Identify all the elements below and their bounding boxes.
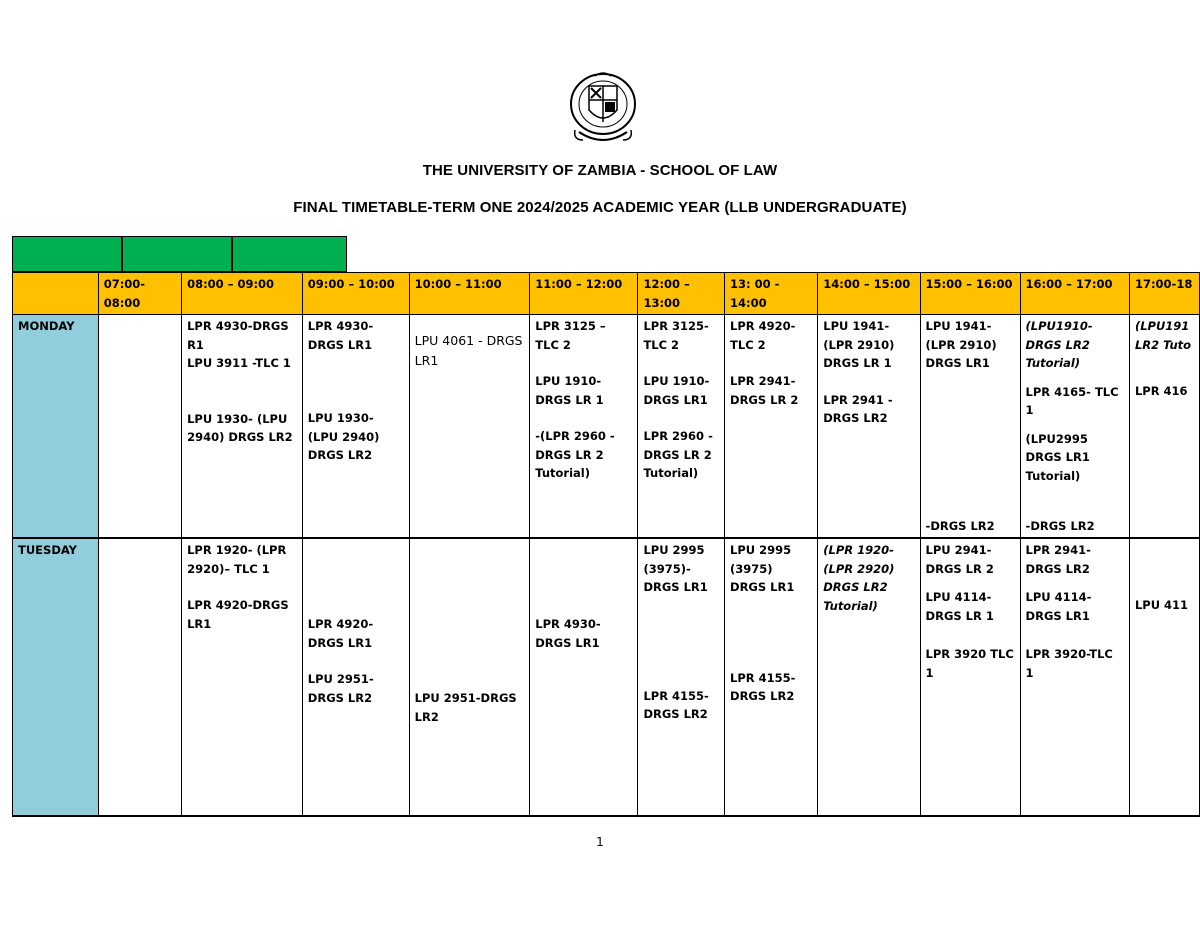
time-slot-0700: 07:00- 08:00: [98, 273, 181, 315]
time-slot-1700: 17:00-18: [1129, 273, 1199, 315]
class-entry: -DRGS LR2: [925, 518, 995, 533]
tuesday-1200: [638, 538, 725, 816]
tuesday-1600: [1020, 538, 1129, 816]
time-slot-1500: 15:00 – 16:00: [920, 273, 1020, 315]
class-entry: LPU 1930- (LPU 2940) DRGS LR2: [187, 411, 293, 444]
class-entry: (LPR 1920-(LPR 2920) DRGS LR2 Tutorial): [823, 543, 895, 613]
class-entry: LR2 Tuto: [1134, 337, 1192, 352]
monday-1400: [818, 315, 920, 539]
monday-1500: [920, 315, 1020, 539]
class-entry: (LPU1910-DRGS LR2 Tutorial): [1025, 319, 1093, 370]
class-entry: LPR 4930-DRGS LR1: [307, 319, 374, 352]
class-entry: (LPU2995 DRGS LR1 Tutorial): [1025, 431, 1090, 483]
class-entry: LPU 4114-DRGS LR1: [1025, 590, 1092, 623]
time-slot-0900: 09:00 – 10:00: [302, 273, 409, 315]
monday-1700: [1129, 315, 1199, 539]
class-entry: LPU 1910-DRGS LR1: [643, 374, 710, 407]
time-slot-1600: 16:00 – 17:00: [1020, 273, 1129, 315]
class-entry: -DRGS LR2: [1025, 518, 1095, 533]
monday-row: [13, 315, 1200, 539]
timetable-subtitle: FINAL TIMETABLE-TERM ONE 2024/2025 ACADEMIC YEAR (LLB UNDERGRADUATE): [293, 199, 907, 216]
tuesday-1300: [725, 538, 818, 816]
class-entry: LPR 3920 TLC 1: [925, 647, 1014, 680]
monday-1200: [638, 315, 725, 539]
class-entry: LPR 4165- TLC 1: [1025, 384, 1119, 417]
institution-title: THE UNIVERSITY OF ZAMBIA - SCHOOL OF LAW: [422, 162, 778, 179]
class-entry: LPU 3911 -TLC 1: [187, 356, 291, 370]
monday-0900: [302, 315, 409, 539]
time-slot-1100: 11:00 – 12:00: [530, 273, 638, 315]
timetable-grid: [12, 272, 1200, 817]
tuesday-1000: [409, 538, 530, 816]
university-crest-icon: [565, 70, 641, 154]
monday-1000: [409, 315, 530, 539]
day-label-monday: MONDAY: [13, 315, 99, 539]
class-entry: LPU 2951-DRGS LR2: [307, 672, 374, 705]
time-slot-1000: 10:00 – 11:00: [409, 273, 530, 315]
page-number: 1: [596, 835, 604, 849]
monday-0800: [182, 315, 303, 539]
class-entry: LPU 2995 (3975)-DRGS LR1: [643, 543, 708, 594]
class-entry: LPR 4920-TLC 2: [730, 319, 796, 352]
class-entry: LPR 4920-DRGS LR1: [187, 598, 289, 631]
class-entry: LPR 4930-DRGS LR1: [535, 617, 601, 650]
time-slot-1200: 12:00 – 13:00: [638, 273, 725, 315]
class-entry: LPU 2951-DRGS LR2: [414, 691, 517, 724]
class-entry: LPR 2941-DRGS LR 2: [730, 374, 799, 407]
green-header-strip: [12, 236, 347, 272]
class-entry: LPU 2995 (3975) DRGS LR1: [730, 543, 795, 594]
class-entry: LPR 3125 – TLC 2: [535, 319, 606, 352]
class-entry: LPR 3125-TLC 2: [643, 319, 709, 352]
class-entry: LPU 4061 - DRGS LR1: [414, 333, 523, 368]
monday-1300: [725, 315, 818, 539]
day-label-tuesday: TUESDAY: [13, 538, 99, 816]
time-slot-1300: 13: 00 - 14:00: [725, 273, 818, 315]
class-entry: (LPU191: [1134, 319, 1190, 333]
monday-1100: [530, 315, 638, 539]
tuesday-0900: [302, 538, 409, 816]
time-slot-1400: 14:00 – 15:00: [818, 273, 920, 315]
class-entry: LPU 1941-(LPR 2910) DRGS LR 1: [823, 319, 895, 370]
class-entry: LPR 1920- (LPR 2920)– TLC 1: [187, 543, 287, 576]
tuesday-row: [13, 538, 1200, 816]
class-entry: LPU 2941-DRGS LR 2: [925, 543, 994, 576]
tuesday-0800: [182, 538, 303, 816]
tuesday-1700: [1129, 538, 1199, 816]
class-entry: LPR 2941 -DRGS LR2: [823, 392, 893, 425]
class-entry: -(LPR 2960 - DRGS LR 2 Tutorial): [535, 429, 615, 480]
monday-1600: [1020, 315, 1129, 539]
class-entry: LPR 4155-DRGS LR2: [730, 670, 796, 703]
class-entry: LPU 1930- (LPU 2940) DRGS LR2: [307, 411, 380, 462]
class-entry: LPR 4155-DRGS LR2: [643, 688, 709, 721]
class-entry: LPU 411: [1134, 598, 1189, 612]
tuesday-1500: [920, 538, 1020, 816]
class-entry: LPR 4930-DRGS R1: [187, 319, 289, 352]
class-entry: LPU 1910-DRGS LR 1: [535, 374, 604, 407]
class-entry: LPR 416: [1134, 384, 1188, 398]
tuesday-1100: [530, 538, 638, 816]
class-entry: LPR 2960 - DRGS LR 2 Tutorial): [643, 429, 713, 480]
tuesday-1400: [818, 538, 920, 816]
time-header-row: [13, 273, 1200, 315]
class-entry: LPU 4114-DRGS LR 1: [925, 590, 994, 623]
class-entry: LPR 4920-DRGS LR1: [307, 617, 374, 650]
class-entry: LPR 2941-DRGS LR2: [1025, 543, 1091, 576]
time-slot-0800: 08:00 – 09:00: [182, 273, 303, 315]
class-entry: LPR 3920-TLC 1: [1025, 647, 1113, 680]
class-entry: LPU 1941-(LPR 2910) DRGS LR1: [925, 319, 997, 370]
tuesday-0700: [98, 538, 181, 816]
monday-0700: [98, 315, 181, 539]
header-corner: [13, 273, 99, 315]
